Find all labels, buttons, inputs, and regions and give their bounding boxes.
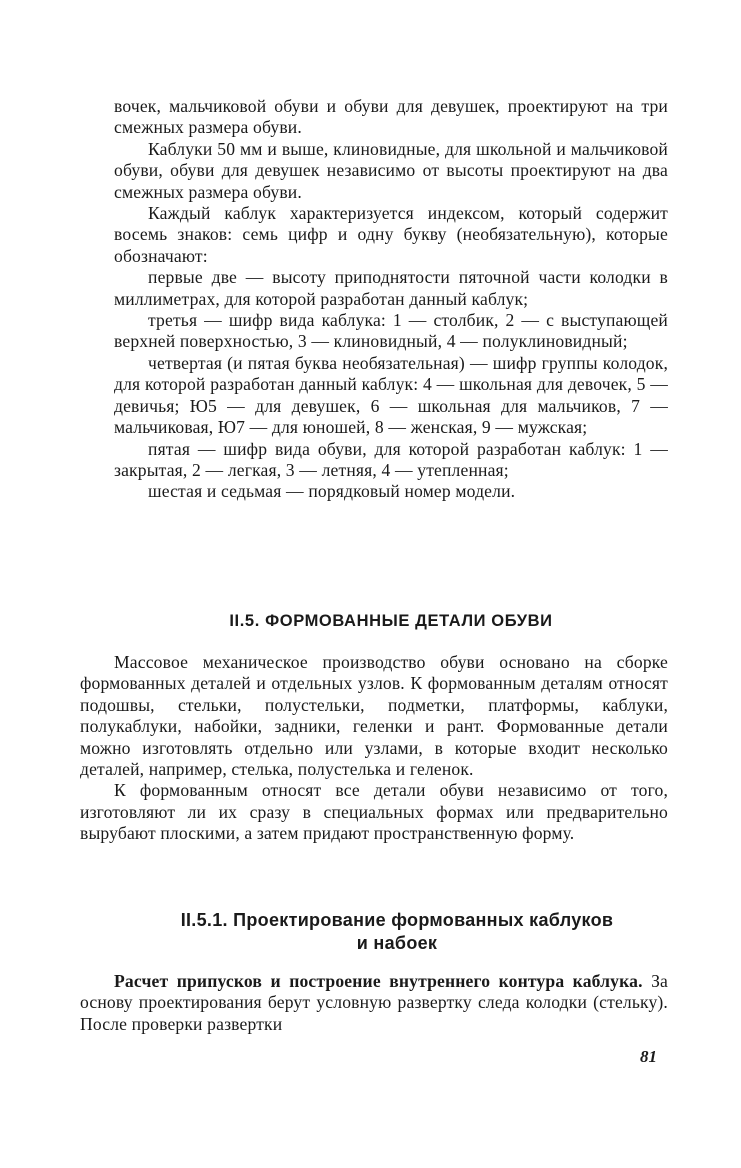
page-number: 81 [640, 1047, 657, 1066]
text-block-subsection [80, 971, 668, 1035]
text-block-section [80, 652, 668, 845]
subsection-heading-line: II.5.1. Проектирование формованных каблуков [180, 910, 614, 930]
subsection-heading [120, 909, 674, 955]
paragraph: Каблуки 50 мм и выше, клиновидные, для школьной и мальчиковой обуви, обуви для девушек независимо от высоты проектируют на два смежных размера обуви. [114, 138, 668, 202]
paragraph: К формованным относят все детали обуви независимо от того, изготовляют ли их сразу в специальных формах или предварительно вырубают плоскими, а затем придают пространственную форму. [80, 780, 668, 844]
definition-item: шестая и седьмая — порядковый номер модели. [148, 481, 516, 502]
paragraph: Каждый каблук характеризуется индексом, который содержит восемь знаков: семь цифр и одну букву (необязательную), которые обозначают: [114, 203, 668, 266]
run-in-heading: Расчет припусков и построение внутреннего контура каблука. [114, 971, 643, 991]
definition-item: третья — шифр вида каблука: 1 — столбик, 2 — с выступающей верхней поверхностью, 3 — клиновидный, 4 — полуклиновидный; [114, 310, 668, 352]
definition-item: пятая — шифр вида обуви, для которой разработан каблук: 1 — закрытая, 2 — легкая, 3 — летняя, 4 — утепленная; [114, 438, 668, 480]
section-heading: II.5. ФОРМОВАННЫЕ ДЕТАЛИ ОБУВИ [229, 612, 553, 630]
paragraph: вочек, мальчиковой обуви и обуви для девушек, проектируют на три смежных размера обуви. [114, 96, 668, 138]
definition-item: первые две — высоту приподнятости пяточной части колодки в миллиметрах, для которой разработан данный каблук; [114, 267, 668, 309]
subsection-heading-line: и набоек [356, 933, 438, 953]
paragraph: Массовое механическое производство обуви основано на сборке формованных деталей и отдельных узлов. К формованным деталям относят подошвы, стельки, полустельки, подметки, платформы, каблуки, полукаблуки, набойки, задники, геленки и рант. Формованные детали можно изготовлять отдельно или узлами, в которые входит несколько деталей, например, стелька, полустелька и геленок. [80, 652, 668, 780]
text-block-top [114, 96, 668, 503]
paragraph [80, 971, 668, 1035]
definition-item: четвертая (и пятая буква необязательная) — шифр группы колодок, для которой разработан данный каблук: 4 — школьная для девочек, 5 — девичья; Ю5 — для девушек, 6 — школьная для мальчиков, 7 — мальчиковая, Ю7 — для юношей, 8 — женская, 9 — мужская; [114, 352, 668, 438]
paragraph-text: За основу проектирования берут условную развертку следа колодки (стельку). После проверки развертки [80, 971, 669, 1034]
